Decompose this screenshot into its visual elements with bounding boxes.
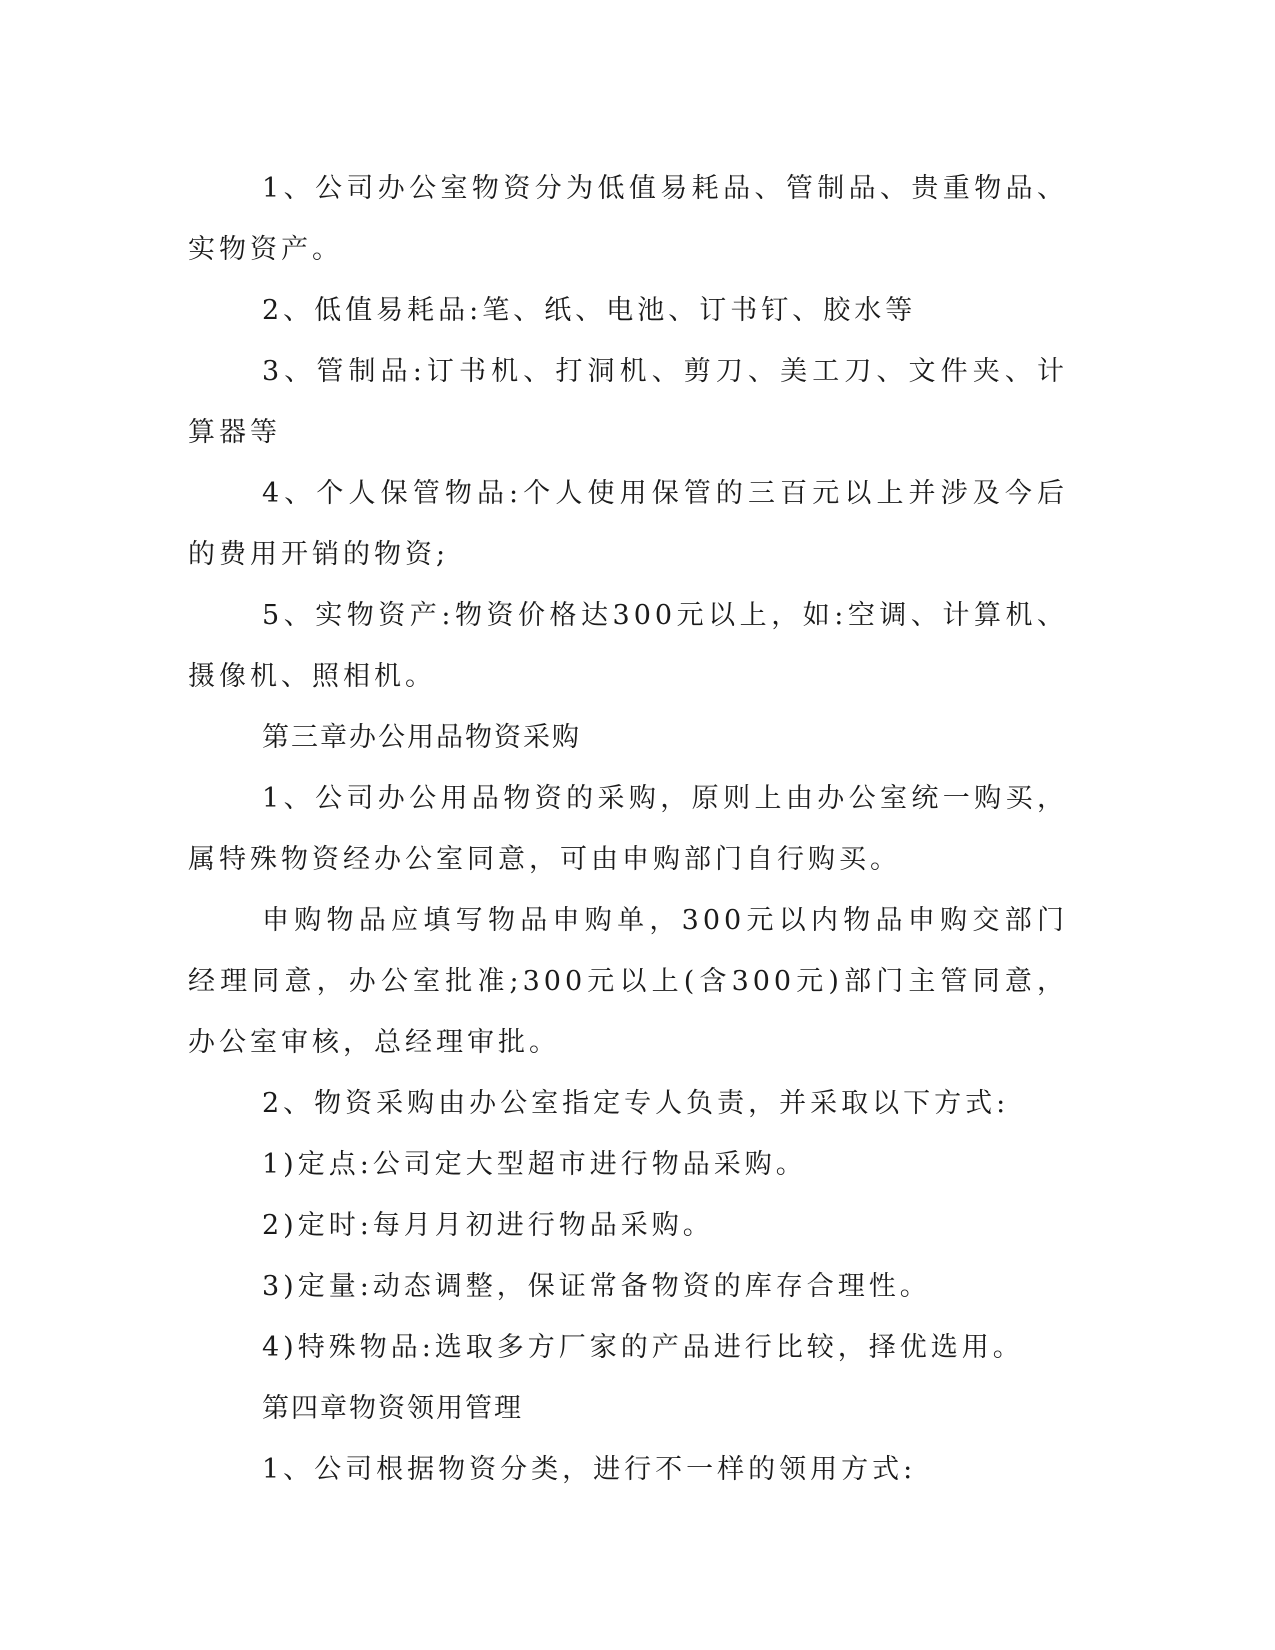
chapter-3-heading: 第三章办公用品物资采购 (262, 722, 581, 753)
paragraph-item-12: 4)特殊物品:选取多方厂家的产品进行比较，择优选用。 (262, 1332, 1024, 1363)
paragraph-item-5: 5、实物资产:物资价格达300元以上，如:空调、计算机、摄像机、照相机。 (188, 600, 1068, 692)
paragraph-item-8: 2、物资采购由办公室指定专人负责，并采取以下方式: (262, 1088, 1010, 1119)
paragraph-item-10: 2)定时:每月月初进行物品采购。 (262, 1210, 714, 1241)
paragraph-item-9: 1)定点:公司定大型超市进行物品采购。 (262, 1149, 807, 1180)
chapter-4-heading: 第四章物资领用管理 (262, 1393, 523, 1424)
paragraph-item-1: 1、公司办公室物资分为低值易耗品、管制品、贵重物品、实物资产。 (188, 173, 1068, 265)
paragraph-item-4: 4、个人保管物品:个人使用保管的三百元以上并涉及今后的费用开销的物资; (188, 478, 1068, 570)
paragraph-item-13: 1、公司根据物资分类，进行不一样的领用方式: (262, 1454, 917, 1485)
paragraph-item-6: 1、公司办公用品物资的采购，原则上由办公室统一购买，属特殊物资经办公室同意，可由申购部门自行购买。 (188, 783, 1068, 875)
paragraph-item-7: 申购物品应填写物品申购单，300元以内物品申购交部门经理同意，办公室批准;300元以上(含300元)部门主管同意，办公室审核，总经理审批。 (188, 905, 1068, 1058)
paragraph-item-2: 2、低值易耗品:笔、纸、电池、订书钉、胶水等 (262, 295, 917, 326)
paragraph-item-11: 3)定量:动态调整，保证常备物资的库存合理性。 (262, 1271, 931, 1302)
document-body (188, 158, 1068, 1500)
paragraph-item-3: 3、管制品:订书机、打洞机、剪刀、美工刀、文件夹、计算器等 (188, 356, 1068, 448)
